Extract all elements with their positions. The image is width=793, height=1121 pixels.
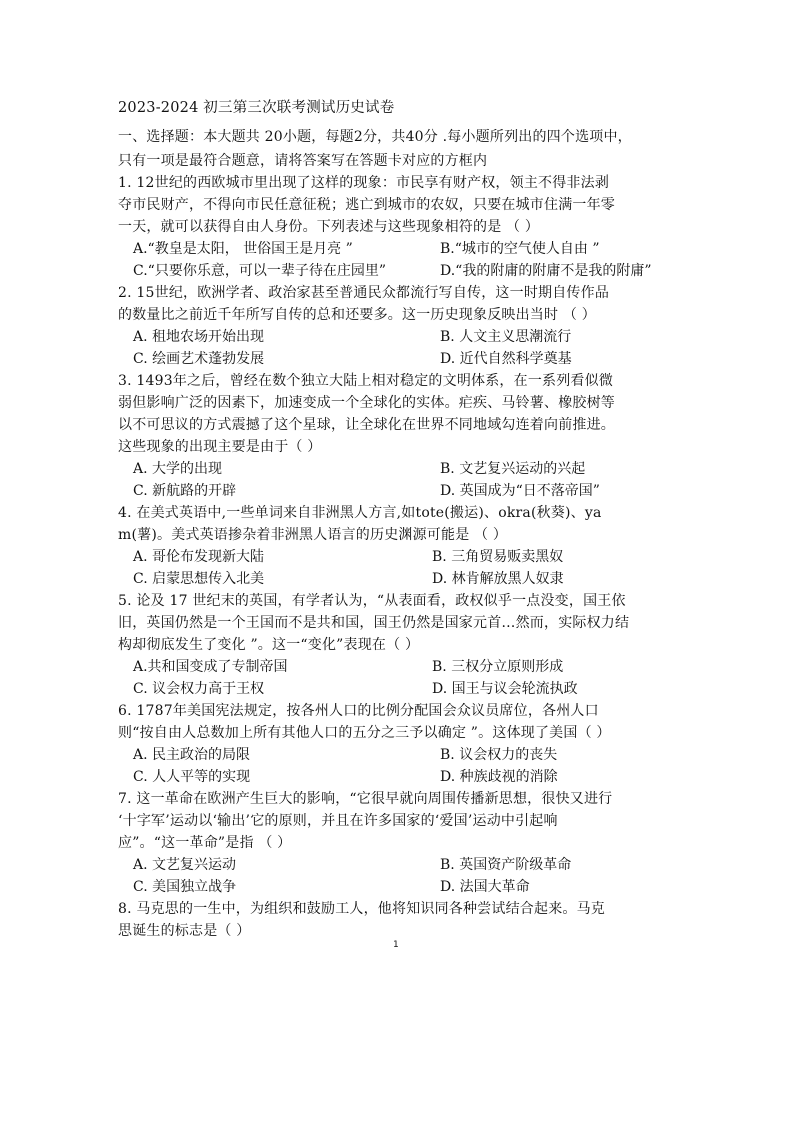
question-8-stem-1: 8. 马克思的一生中，为组织和鼓励工人，他将知识同各种尝试结合起来。马克 [118,901,606,917]
question-1-option-d: D.“我的附庸的附庸不是我的附庸” [440,263,652,279]
question-4-option-d: D. 林肯解放黑人奴隶 [432,571,564,587]
question-6-option-c: C. 人人平等的实现 [133,769,251,785]
question-2-option-a: A. 租地农场开始出现 [133,329,265,345]
question-7-stem-2: ‘十字军’运动以‘输出’它的原则，并且在许多国家的‘爱国’运动中引起响 [118,813,558,829]
question-6-option-b: B. 议会权力的丧失 [440,747,558,763]
question-1-stem-2: 夺市民财产，不得向市民任意征税；逃亡到城市的农奴，只要在城市住满一年零 [118,197,615,213]
question-4-option-a: A. 哥伦布发现新大陆 [133,549,265,565]
question-1-option-b: B.“城市的空气使人自由 ” [440,241,600,257]
section-header-line-1: 一、选择题：本大题共 20小题，每题2分，共40分 .每小题所列出的四个选项中， [118,129,632,145]
question-3-stem-4: 这些现象的出现主要是由于（ ） [118,439,322,455]
question-5-option-a: A.共和国变成了专制帝国 [133,659,288,675]
question-5-stem-2: 旧，英国仍然是一个王国而不是共和国，国王仍然是国家元首…然而，实际权力结 [118,615,630,631]
question-8-stem-2: 思诞生的标志是（ ） [118,923,251,939]
question-5-option-d: D. 国王与议会轮流执政 [432,681,578,697]
exam-title: 2023-2024 初三第三次联考测试历史试卷 [118,100,395,116]
question-1-option-a: A.“教皇是太阳， 世俗国王是月亮 ” [133,241,353,257]
question-1-stem-1: 1. 12世纪的西欧城市里出现了这样的现象：市民享有财产权，领主不得非法剥 [118,175,610,191]
question-5-option-b: B. 三权分立原则形成 [432,659,564,675]
question-4-option-b: B. 三角贸易贩卖黑奴 [432,549,564,565]
question-3-option-d: D. 英国成为“日不落帝国” [440,483,600,499]
question-6-option-a: A. 民主政治的局限 [133,747,251,763]
question-7-option-c: C. 美国独立战争 [133,879,237,895]
question-2-stem-2: 的数量比之前近千年所写自传的总和还要多。这一历史现象反映出当时 （ ） [118,307,596,323]
section-header-line-2: 只有一项是最符合题意，请将答案写在答题卡对应的方框内 [118,153,488,169]
question-7-option-b: B. 英国资产阶级革命 [440,857,572,873]
question-7-option-d: D. 法国大革命 [440,879,530,895]
question-4-stem-2: m(薯)。美式英语掺杂着非洲黑人语言的历史渊源可能是 （ ） [118,527,508,543]
question-5-stem-1: 5. 论及 17 世纪末的英国，有学者认为，“从表面看，政权似乎一点没变，国王依 [118,593,626,609]
question-5-stem-3: 构却彻底发生了变化 ”。这一“变化”表现在（ ） [118,637,420,653]
question-7-option-a: A. 文艺复兴运动 [133,857,237,873]
question-3-option-b: B. 文艺复兴运动的兴起 [440,461,586,477]
question-2-stem-1: 2. 15世纪，欧洲学者、政治家甚至普通民众都流行写自传，这一时期自传作品 [118,285,610,301]
question-6-option-d: D. 种族歧视的消除 [440,769,558,785]
question-3-stem-2: 弱但影响广泛的因素下，加速变成一个全球化的实体。疟疾、马铃薯、橡胶树等 [118,395,615,411]
question-7-stem-1: 7. 这一革命在欧洲产生巨大的影响，“它很早就向周围传播新思想，很快又进行 [118,791,613,807]
question-3-stem-1: 3. 1493年之后，曾经在数个独立大陆上相对稳定的文明体系，在一系列看似微 [118,373,614,389]
question-5-option-c: C. 议会权力高于王权 [133,681,265,697]
question-3-stem-3: 以不可思议的方式震撼了这个星球，让全球化在世界不同地域勾连着向前推进。 [118,417,615,433]
question-1-option-c: C.“只要你乐意，可以一辈子待在庄园里” [133,263,386,279]
page-number: 1 [393,940,399,950]
question-3-option-c: C. 新航路的开辟 [133,483,237,499]
question-6-stem-1: 6. 1787年美国宪法规定，按各州人口的比例分配国会众议员席位，各州人口 [118,703,599,719]
question-4-option-c: C. 启蒙思想传入北美 [133,571,265,587]
question-1-stem-3: 一天，就可以获得自由人身份。下列表述与这些现象相符的是 （ ） [118,219,540,235]
question-2-option-c: C. 绘画艺术蓬勃发展 [133,351,265,367]
question-6-stem-2: 则“按自由人总数加上所有其他人口的五分之三予以确定 ”。这体现了美国（ ） [118,725,611,741]
question-2-option-d: D. 近代自然科学奠基 [440,351,572,367]
question-4-stem-1: 4. 在美式英语中,一些单词来自非洲黑人方言,如tote(搬运)、okra(秋葵)、ya [118,505,602,521]
question-2-option-b: B. 人文主义思潮流行 [440,329,572,345]
question-7-stem-3: 应”。“这一革命”是指 （ ） [118,835,292,851]
question-3-option-a: A. 大学的出现 [133,461,223,477]
